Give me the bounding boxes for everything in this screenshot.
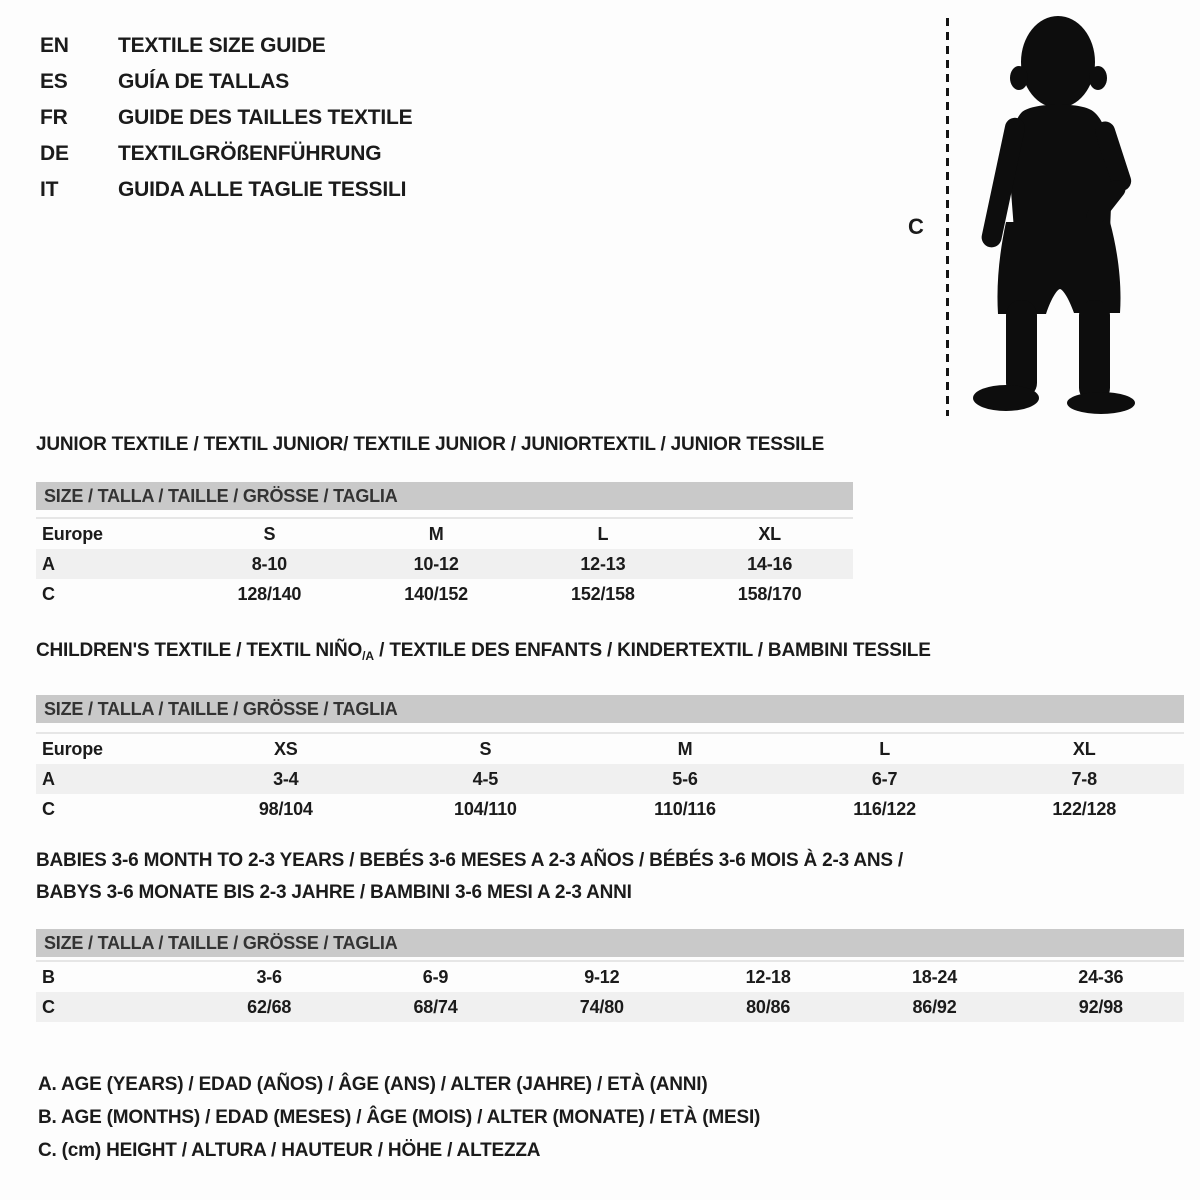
table-cell: 18-24	[911, 967, 958, 987]
legend-line-a: A. AGE (YEARS) / EDAD (AÑOS) / ÂGE (ANS) / ALTER (JAHRE) / ETÀ (ANNI)	[38, 1074, 708, 1095]
table-cell: 152/158	[571, 584, 635, 604]
row-label: B	[42, 967, 55, 987]
table-cell: 62/68	[247, 997, 292, 1017]
table-cell: 104/110	[454, 799, 517, 819]
row-label: Europe	[42, 524, 103, 544]
table-row-height	[36, 794, 1184, 824]
section-junior-textile	[36, 434, 853, 609]
section-babies	[36, 845, 1184, 1022]
language-code: DE	[40, 142, 69, 165]
table-row-europe	[36, 732, 1184, 764]
table-cell: 68/74	[413, 997, 458, 1017]
row-label: C	[42, 799, 55, 819]
section-childrens-textile	[36, 640, 1184, 824]
title-main: CHILDREN'S TEXTILE / TEXTIL NIÑO	[36, 640, 363, 661]
table-cell: 7-8	[1071, 769, 1097, 789]
table-cell: 12-13	[580, 554, 626, 574]
table-cell: 98/104	[258, 799, 313, 819]
size-header-bar: SIZE / TALLA / TAILLE / GRÖSSE / TAGLIA	[36, 929, 1184, 957]
language-row-es	[40, 64, 412, 100]
table-cell: 5-6	[672, 769, 698, 789]
table-cell: 10-12	[413, 554, 459, 574]
table-cell: S	[479, 739, 492, 759]
table-row-age	[36, 764, 1184, 794]
table-cell: 3-4	[273, 769, 299, 789]
table-cell: 9-12	[584, 967, 620, 987]
toddler-silhouette-icon	[962, 12, 1138, 414]
table-cell: 14-16	[747, 554, 793, 574]
table-cell: 116/122	[853, 799, 916, 819]
table-cell: 80/86	[746, 997, 791, 1017]
table-cell: XL	[1072, 739, 1096, 759]
table-cell: XL	[758, 524, 781, 544]
table-cell: 12-18	[745, 967, 791, 987]
measurement-legend	[38, 1068, 760, 1167]
table-cell: 110/116	[654, 799, 716, 819]
table-cell: M	[428, 524, 444, 544]
language-row-de	[40, 136, 412, 172]
table-cell: 128/140	[237, 584, 302, 604]
table-cell: L	[597, 524, 609, 544]
title-line-1: BABIES 3-6 MONTH TO 2-3 YEARS / BEBÉS 3-6 MESES A 2-3 AÑOS / BÉBÉS 3-6 MOIS À 2-3 ANS /	[36, 850, 904, 871]
language-code: ES	[40, 70, 68, 93]
language-row-it	[40, 172, 412, 208]
row-label: A	[42, 769, 55, 789]
title-rest: / TEXTILE DES ENFANTS / KINDERTEXTIL / BAMBINI TESSILE	[374, 640, 931, 661]
section-title-children	[36, 640, 1184, 667]
table-cell: XS	[273, 739, 298, 759]
language-code: IT	[40, 178, 59, 201]
guide-title-de: TEXTILGRÖßENFÜHRUNG	[118, 142, 382, 165]
table-cell: 122/128	[1052, 799, 1117, 819]
table-cell: 140/152	[404, 584, 468, 604]
table-cell: 3-6	[256, 967, 282, 987]
table-cell: 6-9	[422, 967, 449, 987]
height-measure-dashed-line	[946, 18, 949, 416]
guide-title-es: GUÍA DE TALLAS	[118, 70, 290, 93]
table-row-age	[36, 549, 853, 579]
language-code: FR	[40, 106, 68, 129]
table-row-height	[36, 579, 853, 609]
table-cell: M	[677, 739, 693, 759]
row-label: C	[42, 584, 55, 604]
row-label: Europe	[42, 739, 103, 759]
table-row-europe	[36, 517, 853, 549]
language-row-en	[40, 28, 412, 64]
language-code: EN	[40, 34, 69, 57]
guide-title-fr: GUIDE DES TAILLES TEXTILE	[118, 106, 413, 129]
table-cell: 6-7	[871, 769, 898, 789]
section-title-junior: JUNIOR TEXTILE / TEXTIL JUNIOR/ TEXTILE JUNIOR / JUNIORTEXTIL / JUNIOR TESSILE	[36, 434, 825, 455]
table-cell: 74/80	[579, 997, 624, 1017]
legend-line-b: B. AGE (MONTHS) / EDAD (MESES) / ÂGE (MOIS) / ALTER (MONATE) / ETÀ (MESI)	[38, 1107, 761, 1128]
language-row-fr	[40, 100, 412, 136]
title-subscript: /A	[362, 649, 375, 663]
height-measure-label: C	[908, 214, 924, 239]
section-title-babies	[36, 845, 1184, 909]
legend-line-c: C. (cm) HEIGHT / ALTURA / HAUTEUR / HÖHE / ALTEZZA	[38, 1140, 541, 1161]
table-cell: L	[879, 739, 890, 759]
row-label: A	[42, 554, 55, 574]
table-cell: 24-36	[1078, 967, 1124, 987]
table-cell: 158/170	[737, 584, 802, 604]
size-header-bar: SIZE / TALLA / TAILLE / GRÖSSE / TAGLIA	[36, 695, 1184, 723]
table-row-age-months	[36, 960, 1184, 992]
size-header-bar: SIZE / TALLA / TAILLE / GRÖSSE / TAGLIA	[36, 482, 853, 510]
guide-title-it: GUIDA ALLE TAGLIE TESSILI	[118, 178, 407, 201]
table-cell: 4-5	[472, 769, 499, 789]
table-row-height	[36, 992, 1184, 1022]
title-line-2: BABYS 3-6 MONATE BIS 2-3 JAHRE / BAMBINI 3-6 MESI A 2-3 ANNI	[36, 882, 632, 903]
guide-title-en: TEXTILE SIZE GUIDE	[118, 34, 326, 57]
language-title-list	[40, 28, 412, 208]
table-cell: 92/98	[1078, 997, 1123, 1017]
table-cell: 86/92	[912, 997, 957, 1017]
table-cell: S	[263, 524, 276, 544]
table-cell: 8-10	[251, 554, 287, 574]
row-label: C	[42, 997, 55, 1017]
